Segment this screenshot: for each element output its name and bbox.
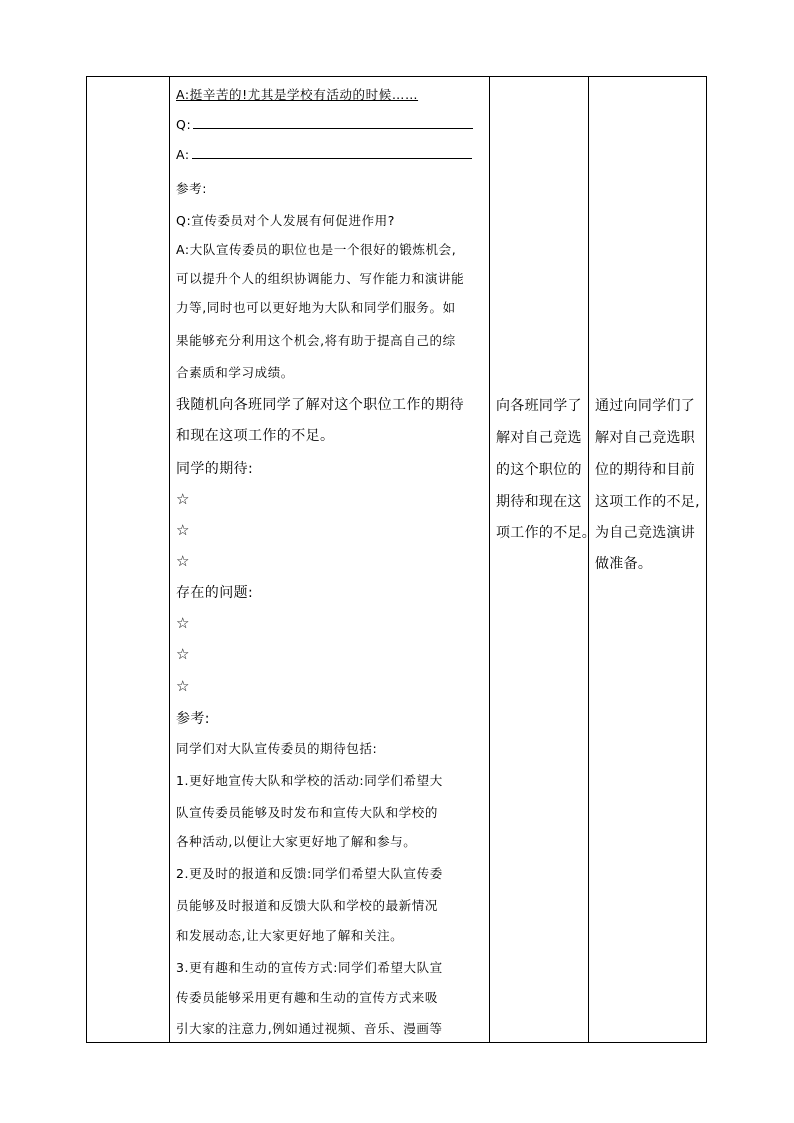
reference-label-1: 参考: (176, 181, 208, 196)
reference-question: Q:宣传委员对个人发展有何促进作用? (176, 213, 395, 228)
expectations-label: 同学的期待: (176, 461, 254, 477)
reference-answer-line: 果能够充分利用这个机会,将有助于提高自己的综 (176, 333, 456, 348)
star-icon: ☆ (176, 490, 190, 508)
reference-paragraph-line: 1.更好地宣传大队和学校的活动:同学们希望大 (176, 773, 443, 788)
answer-blank-prefix: A: (176, 147, 190, 162)
reference-paragraph-line: 3.更有趣和生动的宣传方式:同学们希望大队宣 (176, 960, 443, 975)
column-divider-3 (588, 77, 589, 1042)
column-divider-1 (169, 77, 170, 1042)
question-blank-line (176, 117, 473, 132)
reference-answer-line: 合素质和学习成绩。 (176, 365, 294, 380)
reference-paragraph-line: 2.更及时的报道和反馈:同学们希望大队宣传委 (176, 866, 443, 881)
reference-answer-line: A:大队宣传委员的职位也是一个很好的锻炼机会, (176, 242, 457, 257)
answer-fill-blank[interactable] (192, 147, 472, 159)
reference-paragraph-line: 引大家的注意力,例如通过视频、音乐、漫画等 (176, 1021, 443, 1036)
reference-answer-line: 可以提升个人的组织协调能力、写作能力和演讲能 (176, 271, 465, 286)
design-intent-line: 做准备。 (595, 556, 653, 572)
star-icon: ☆ (176, 677, 190, 695)
design-intent-line: 位的期待和目前 (595, 462, 696, 478)
lesson-table (86, 76, 707, 1043)
star-icon: ☆ (176, 614, 190, 632)
reference-paragraph-line: 同学们对大队宣传委员的期待包括: (176, 741, 378, 756)
student-activity-line: 期待和现在这 (496, 494, 582, 510)
student-activity-line: 向各班同学了 (496, 398, 582, 414)
reference-label-2: 参考: (176, 711, 210, 727)
table-cell-empty (87, 77, 169, 1042)
reference-answer-line: 力等,同时也可以更好地为大队和同学们服务。如 (176, 300, 456, 315)
problems-label: 存在的问题: (176, 585, 254, 601)
reference-paragraph-line: 和发展动态,让大家更好地了解和关注。 (176, 928, 404, 943)
reference-paragraph-line: 各种活动,以便让大家更好地了解和参与。 (176, 834, 417, 849)
design-intent-line: 为自己竞选演讲 (595, 525, 696, 541)
answer-blank-line (176, 147, 472, 162)
student-activity-line: 解对自己竞选 (496, 430, 582, 446)
design-intent-line: 这项工作的不足, (595, 494, 700, 510)
column-divider-2 (489, 77, 490, 1042)
student-activity-line: 的这个职位的 (496, 462, 582, 478)
design-intent-line: 解对自己竞选职 (595, 430, 696, 446)
star-icon: ☆ (176, 645, 190, 663)
reference-paragraph-line: 传委员能够采用更有趣和生动的宣传方式来吸 (176, 990, 439, 1005)
star-icon: ☆ (176, 521, 190, 539)
student-activity-line: 项工作的不足。 (496, 525, 597, 541)
intro-line: 和现在这项工作的不足。 (176, 428, 335, 444)
design-intent-line: 通过向同学们了 (595, 398, 696, 414)
reference-paragraph-line: 员能够及时报道和反馈大队和学校的最新情况 (176, 898, 439, 913)
question-blank-prefix: Q: (176, 117, 192, 132)
question-fill-blank[interactable] (193, 117, 473, 129)
dialogue-answer-1: A:挺辛苦的!尤其是学校有活动的时候…… (176, 87, 419, 102)
reference-paragraph-line: 队宣传委员能够及时发布和宣传大队和学校的 (176, 805, 439, 820)
intro-line: 我随机向各班同学了解对这个职位工作的期待 (176, 397, 464, 413)
star-icon: ☆ (176, 552, 190, 570)
